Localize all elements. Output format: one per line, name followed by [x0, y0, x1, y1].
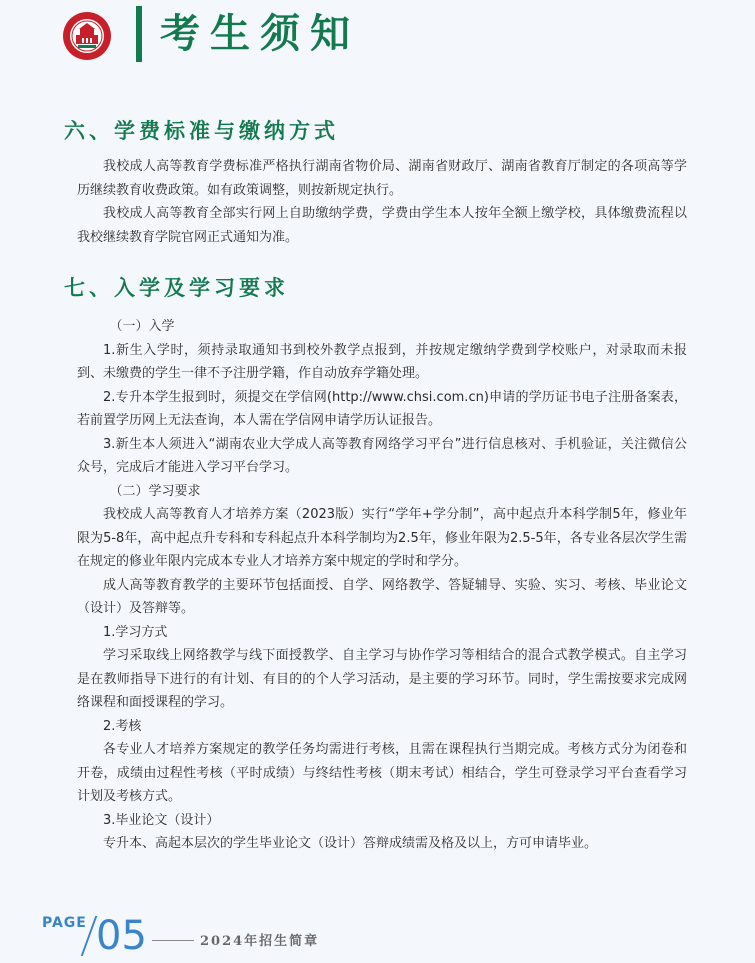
section-body-tuition	[77, 155, 687, 249]
paragraph: 我校成人高等教育人才培养方案（2023版）实行“学年+学分制”，高中起点升本科学制5年，修业年限为5-8年，高中起点升专科和专科起点升本科学制均为2.5年，修业年限为2.5-5年，各专业各层次学生需在规定的修业年限内完成本专业人才培养方案中规定的学时和学分。	[77, 507, 687, 569]
paragraph: 我校成人高等教育学费标准严格执行湖南省物价局、湖南省财政厅、湖南省教育厅制定的各项高等学历继续教育收费政策。如有政策调整，则按新规定执行。	[77, 159, 687, 198]
university-seal-icon	[62, 11, 112, 61]
subheading-learning-mode: 1.学习方式	[103, 624, 168, 640]
paragraph: 学习采取线上网络教学与线下面授教学、自主学习与协作学习等相结合的混合式教学模式。自主学习是在教师指导下进行的有计划、有目的的个人学习活动，是主要的学习环节。同时，学生需按要求完成网络课程和面授课程的学习。	[77, 648, 687, 710]
subheading-enrollment: （一）入学	[109, 319, 175, 334]
footer-page-number: 05	[96, 913, 147, 959]
title-accent-bar	[136, 6, 142, 62]
page-header	[0, 0, 755, 80]
section-body-study	[77, 315, 687, 856]
footer-brochure-title: 2024年招生简章	[200, 934, 320, 949]
paragraph: 1.新生入学时，须持录取通知书到校外教学点报到，并按规定缴纳学费到学校账户，对录取而未报到、未缴费的学生一律不予注册学籍，作自动放弃学籍处理。	[77, 342, 687, 381]
paragraph: 2.专升本学生报到时，须提交在学信网(http://www.chsi.com.cn)申请的学历证书电子注册备案表，若前置学历网上无法查询，本人需在学信网申请学历认证报告。	[77, 389, 687, 428]
paragraph: 3.新生本人须进入“湖南农业大学成人高等教育网络学习平台”进行信息核对、手机验证，关注微信公众号，完成后才能进入学习平台学习。	[77, 436, 687, 475]
subheading-requirements: （二）学习要求	[109, 483, 201, 499]
footer-page-label: PAGE	[42, 915, 87, 931]
paragraph: 成人高等教育教学的主要环节包括面授、自学、网络教学、答疑辅导、实验、实习、考核、毕业论文（设计）及答辩等。	[77, 577, 687, 616]
paragraph: 专升本、高起本层次的学生毕业论文（设计）答辩成绩需及格及以上，方可申请毕业。	[103, 836, 598, 851]
paragraph: 我校成人高等教育全部实行网上自助缴纳学费，学费由学生本人按年全额上缴学校，具体缴费流程以我校继续教育学院官网正式通知为准。	[77, 206, 687, 245]
section-title-tuition: 六、学费标准与缴纳方式	[64, 119, 339, 143]
paragraph: 各专业人才培养方案规定的教学任务均需进行考核，且需在课程执行当期完成。考核方式分为闭卷和开卷，成绩由过程性考核（平时成绩）与终结性考核（期末考试）相结合，学生可登录学习平台查看学习计划及考核方式。	[77, 742, 687, 804]
page-title: 考生须知	[160, 10, 360, 57]
subheading-thesis: 3.毕业论文（设计）	[103, 812, 220, 828]
subheading-assessment: 2.考核	[103, 718, 142, 734]
footer-divider	[152, 940, 194, 941]
section-title-study: 七、入学及学习要求	[64, 276, 289, 300]
